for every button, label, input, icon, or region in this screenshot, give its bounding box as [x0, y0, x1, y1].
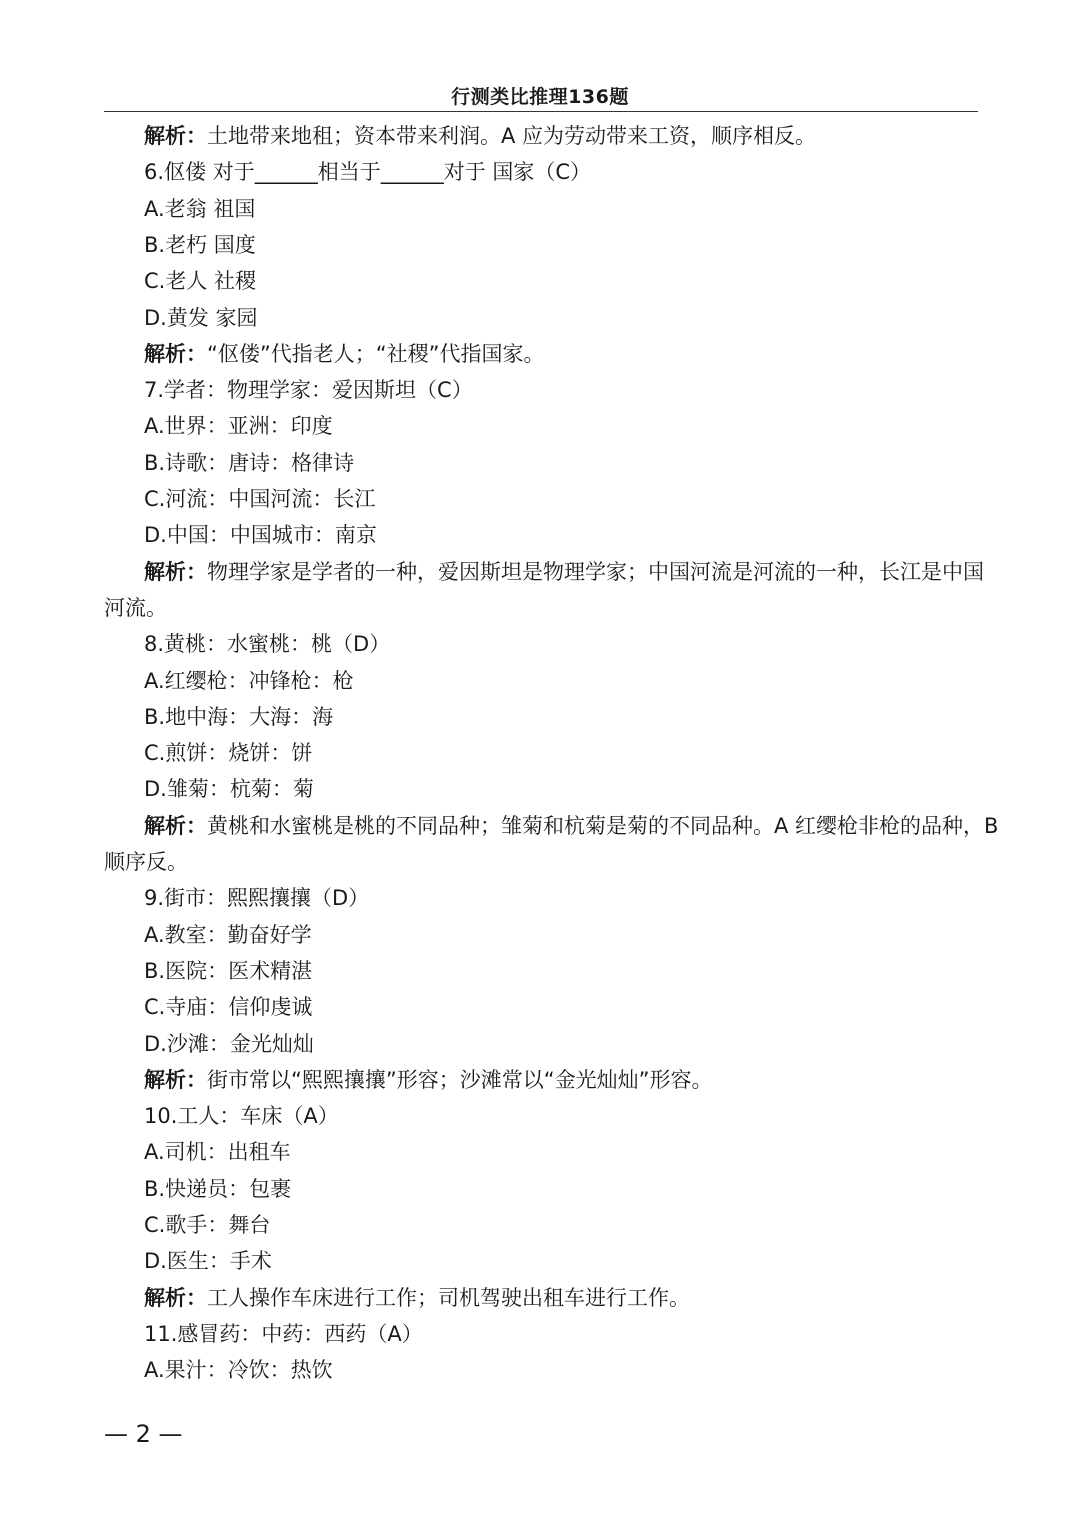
line-text: C.老人 社稷	[144, 269, 257, 294]
line-text: A.老翁 祖国	[144, 196, 256, 221]
line-text: A.红缨枪：冲锋枪：枪	[144, 668, 354, 693]
text-line	[144, 372, 473, 408]
text-line	[144, 517, 377, 553]
line-text: 6.伛偻 对于______相当于______对于 国家（C）	[144, 160, 592, 185]
line-text: A.世界：亚洲：印度	[144, 414, 333, 439]
line-text: D.医生：手术	[144, 1249, 272, 1274]
text-line	[144, 771, 314, 807]
analysis-label: 解析：	[144, 1285, 207, 1310]
text-line	[144, 1171, 291, 1207]
line-text: A.司机：出租车	[144, 1140, 291, 1165]
line-text: A.果汁：冷饮：热饮	[144, 1358, 333, 1383]
analysis-label: 解析：	[144, 1067, 207, 1092]
text-line	[144, 481, 375, 517]
analysis-line	[144, 808, 998, 844]
analysis-line	[144, 1280, 690, 1316]
text-line	[144, 735, 312, 771]
page-header-title: 行测类比推理136题	[451, 86, 629, 108]
text-line	[144, 1352, 333, 1388]
text-line	[144, 663, 354, 699]
line-text: D.雏菊：杭菊：菊	[144, 777, 314, 802]
text-line	[144, 263, 256, 299]
analysis-line	[144, 554, 984, 590]
text-line	[144, 989, 312, 1025]
line-text: D.沙滩：金光灿灿	[144, 1031, 314, 1056]
analysis-line	[144, 118, 816, 154]
text-line	[144, 154, 591, 190]
text-line	[144, 953, 312, 989]
text-line	[144, 1207, 270, 1243]
continuation-line	[104, 844, 188, 880]
line-text: “伛偻”代指老人；“社稷”代指国家。	[207, 341, 545, 366]
line-text: A.教室：勤奋好学	[144, 922, 312, 947]
line-text: 河流。	[104, 595, 167, 620]
analysis-label: 解析：	[144, 559, 207, 584]
text-line	[144, 300, 258, 336]
analysis-label: 解析：	[144, 813, 207, 838]
line-text: 黄桃和水蜜桃是桃的不同品种；雏菊和杭菊是菊的不同品种。A 红缨枪非枪的品种，B	[207, 813, 999, 838]
text-line	[144, 227, 256, 263]
text-line	[144, 699, 333, 735]
line-text: 11.感冒药：中药：西药（A）	[144, 1321, 423, 1346]
line-text: C.寺庙：信仰虔诚	[144, 995, 313, 1020]
line-text: B.医院：医术精湛	[144, 958, 313, 983]
analysis-label: 解析：	[144, 341, 207, 366]
continuation-line	[104, 590, 167, 626]
line-text: 7.学者：物理学家：爱因斯坦（C）	[144, 378, 473, 403]
text-line	[144, 191, 255, 227]
text-line	[144, 1026, 314, 1062]
text-line	[144, 1316, 423, 1352]
text-line	[144, 880, 369, 916]
line-text: C.河流：中国河流：长江	[144, 487, 376, 511]
line-text: D.中国：中国城市：南京	[144, 523, 377, 548]
line-text: 10.工人：车床（A）	[144, 1104, 339, 1129]
line-text: B.老朽 国度	[144, 232, 256, 257]
text-line	[144, 1243, 272, 1279]
line-text: D.黄发 家园	[144, 305, 258, 330]
analysis-line	[144, 336, 545, 372]
line-text: B.地中海：大海：海	[144, 704, 334, 729]
text-line	[144, 1134, 291, 1170]
text-line	[144, 408, 333, 444]
analysis-line	[144, 1062, 713, 1098]
line-text: 街市常以“熙熙攘攘”形容；沙滩常以“金光灿灿”形容。	[207, 1067, 713, 1092]
line-text: 顺序反。	[104, 850, 188, 874]
analysis-label: 解析：	[144, 124, 207, 148]
line-text: C.歌手：舞台	[144, 1213, 271, 1237]
header-divider	[104, 111, 978, 112]
text-line	[144, 917, 312, 953]
text-line	[144, 626, 390, 662]
line-text: B.诗歌：唐诗：格律诗	[144, 450, 355, 475]
text-line	[144, 445, 354, 481]
line-text: 工人操作车床进行工作；司机驾驶出租车进行工作。	[207, 1285, 690, 1310]
line-text: 物理学家是学者的一种，爱因斯坦是物理学家；中国河流是河流的一种，长江是中国	[207, 559, 984, 584]
text-line	[144, 1098, 339, 1134]
line-text: 土地带来地租；资本带来利润。A 应为劳动带来工资，顺序相反。	[207, 124, 817, 148]
line-text: B.快递员：包裹	[144, 1176, 292, 1201]
line-text: 9.街市：熙熙攘攘（D）	[144, 886, 370, 911]
line-text: 8.黄桃：水蜜桃：桃（D）	[144, 632, 391, 657]
page-number: — 2 —	[104, 1420, 183, 1448]
line-text: C.煎饼：烧饼：饼	[144, 741, 313, 766]
